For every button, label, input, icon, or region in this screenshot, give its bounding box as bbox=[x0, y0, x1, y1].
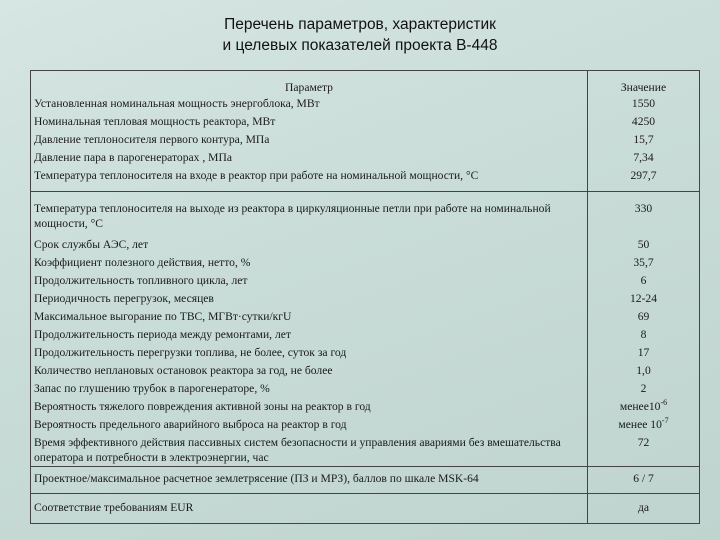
value-cell: 330 bbox=[634, 202, 653, 215]
row-divider bbox=[31, 493, 699, 494]
param-row: Продолжительность перегрузки топлива, не более, суток за год bbox=[34, 346, 347, 359]
value-cell: 1550 bbox=[631, 97, 656, 110]
value-cell-eur: да bbox=[637, 501, 650, 514]
value-cell: 12-24 bbox=[629, 292, 658, 305]
row-divider bbox=[31, 466, 699, 467]
value-cell: 72 bbox=[637, 436, 650, 449]
row-divider bbox=[31, 191, 699, 192]
param-row: Запас по глушению трубок в парогенераторе, % bbox=[34, 382, 270, 395]
param-row: Периодичность перегрузок, месяцев bbox=[34, 292, 214, 305]
value-cell-probability bbox=[588, 417, 699, 432]
slide-title bbox=[0, 14, 720, 56]
header-parameter: Параметр bbox=[285, 81, 333, 94]
value-cell-seismic: 6 / 7 bbox=[633, 472, 654, 485]
title-line-2: и целевых показателей проекта В-448 bbox=[222, 37, 498, 54]
param-row: Срок службы АЭС, лет bbox=[34, 238, 149, 251]
param-row: Номинальная тепловая мощность реактора, МВт bbox=[34, 115, 276, 128]
value-cell: 50 bbox=[637, 238, 650, 251]
param-row: Вероятность тяжелого повреждения активной зоны на реактор в год bbox=[34, 400, 371, 413]
param-row: Продолжительность периода между ремонтами, лет bbox=[34, 328, 291, 341]
value-cell: 17 bbox=[637, 346, 650, 359]
value-text: менее10 bbox=[619, 400, 661, 413]
value-cell: 6 bbox=[640, 274, 647, 287]
value-cell: 15,7 bbox=[633, 133, 654, 146]
value-exponent: -7 bbox=[661, 416, 669, 426]
param-row: Давление теплоносителя первого контура, МПа bbox=[34, 133, 270, 146]
param-row: Время эффективного действия пассивных систем безопасности и управления авариями без вмешательства оператора и потребности в электроэнергии, час bbox=[34, 436, 561, 465]
value-cell: 2 bbox=[640, 382, 647, 395]
param-row: Вероятность предельного аварийного выброса на реактор в год bbox=[34, 418, 347, 431]
value-exponent: -6 bbox=[660, 398, 668, 408]
value-cell: 8 bbox=[640, 328, 647, 341]
value-text: менее 10 bbox=[618, 418, 662, 431]
param-row-eur: Соответствие требованиям EUR bbox=[34, 501, 194, 514]
value-cell: 1,0 bbox=[636, 364, 651, 377]
param-row: Продолжительность топливного цикла, лет bbox=[34, 274, 248, 287]
value-cell: 7,34 bbox=[633, 151, 654, 164]
value-cell: 297,7 bbox=[630, 169, 657, 182]
param-row: Количество неплановых остановок реактора за год, не более bbox=[34, 364, 333, 377]
value-cell: 35,7 bbox=[633, 256, 654, 269]
parameters-table bbox=[30, 70, 700, 524]
param-row: Температура теплоносителя на выходе из реактора в циркуляционные петли при работе на номинальной мощности, °С bbox=[34, 202, 551, 231]
title-line-1: Перечень параметров, характеристик bbox=[224, 16, 496, 33]
value-cell-probability bbox=[588, 399, 699, 414]
param-row-seismic: Проектное/максимальное расчетное землетрясение (ПЗ и МРЗ), баллов по шкале MSK-64 bbox=[34, 472, 479, 485]
value-cell: 69 bbox=[637, 310, 650, 323]
param-row: Коэффициент полезного действия, нетто, % bbox=[34, 256, 251, 269]
param-row: Давление пара в парогенераторах , МПа bbox=[34, 151, 232, 164]
param-row: Максимальное выгорание по ТВС, МГВт·сутки/кгU bbox=[34, 310, 292, 323]
header-value: Значение bbox=[620, 81, 667, 94]
param-row: Температура теплоносителя на входе в реактор при работе на номинальной мощности, °С bbox=[34, 169, 479, 182]
param-row: Установленная номинальная мощность энергоблока, МВт bbox=[34, 97, 320, 110]
value-cell: 4250 bbox=[631, 115, 656, 128]
